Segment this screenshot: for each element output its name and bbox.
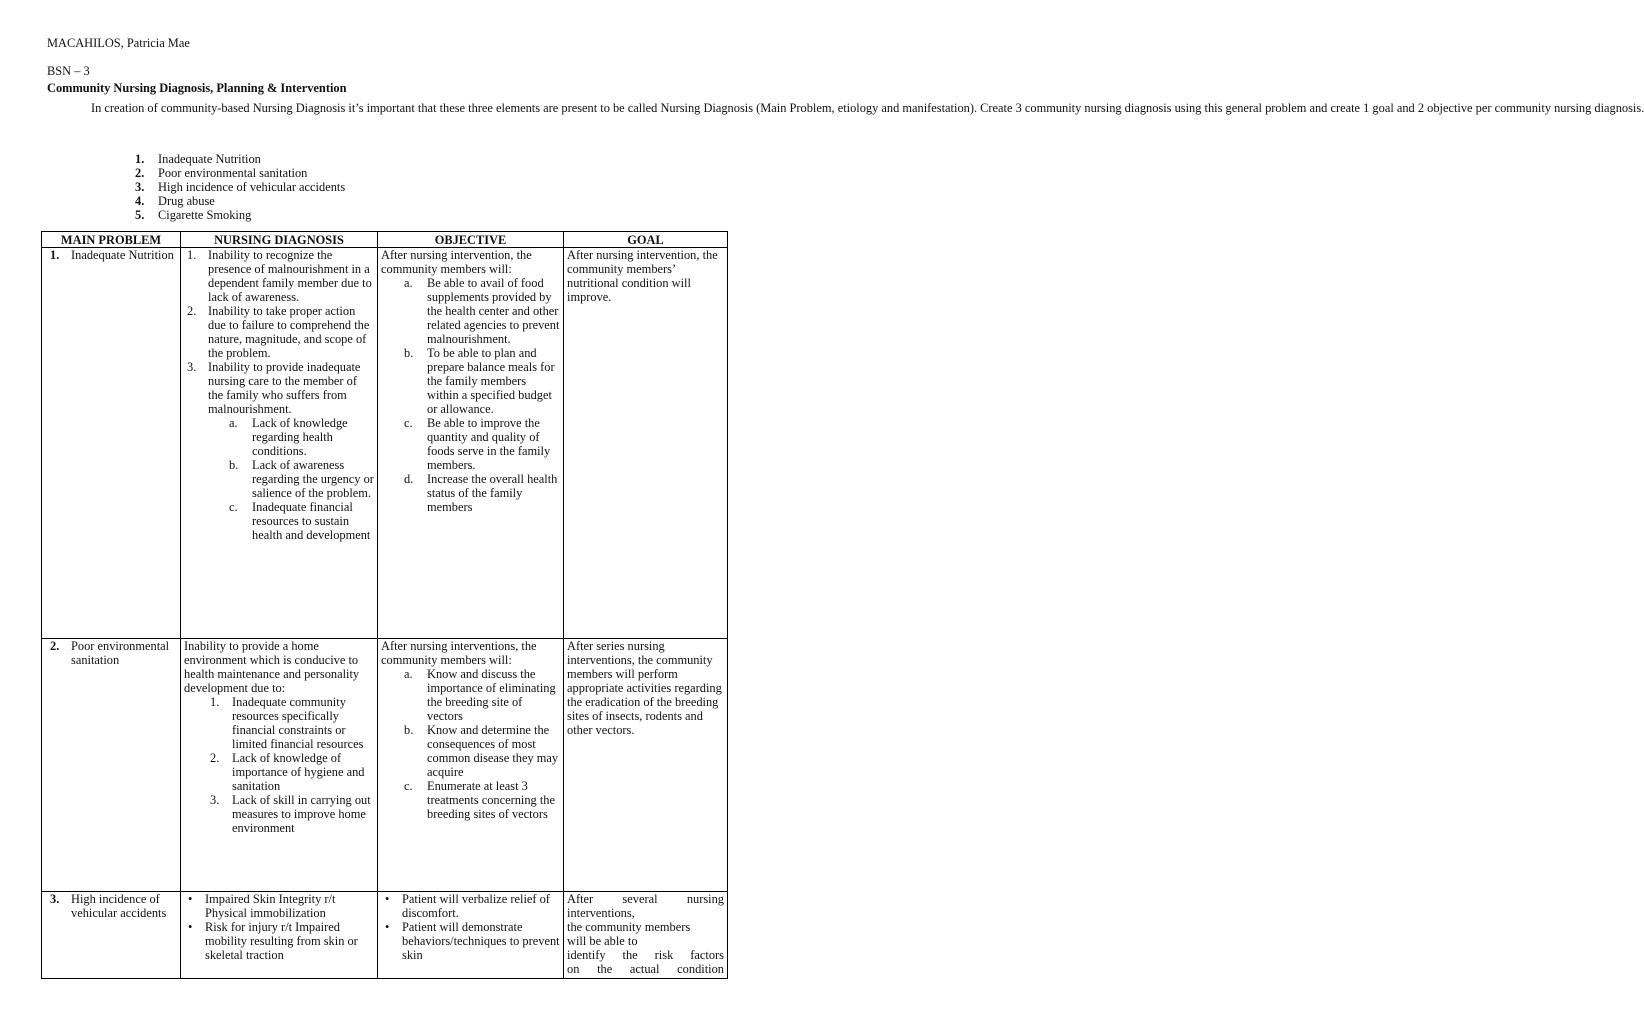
table-header-row [42,232,728,248]
list-item: 2. Inability to take proper action due to failure to comprehend the nature, magnitude, and scope of the problem. [187,304,370,360]
main-problem-cell: 1. Inadequate Nutrition [42,248,181,639]
problem-list-item: 5. Cigarette Smoking [135,208,252,222]
list-item: b. To be able to plan and prepare balance meals for the family members within a specified budget or allowance. [404,346,555,416]
table-row [42,248,728,639]
list-item: c. Be able to improve the quantity and quality of foods serve in the family members. [404,416,551,472]
nursing-diagnosis-table [41,231,728,979]
goal-cell: After series nursing interventions, the community members will perform appropriate activities regarding the eradication of the breeding sites of insects, rodents and other vectors. [564,639,728,892]
objective-list [381,892,560,962]
list-item: 1. Inability to recognize the presence of malnourishment in a dependent family member due to lack of awareness. [187,248,372,304]
list-item: a. Know and discuss the importance of eliminating the breeding site of vectors [404,667,556,723]
list-item: b. Lack of awareness regarding the urgency or salience of the problem. [229,458,374,500]
diagnosis-list [184,248,374,416]
objective-cell [378,892,564,979]
table-row [42,639,728,892]
list-item: 2. Lack of knowledge of importance of hygiene and sanitation [210,751,365,793]
main-problem-cell: 3. High incidence of vehicular accidents [42,892,181,979]
list-item: a. Lack of knowledge regarding health conditions. [229,416,348,458]
list-item: c. Enumerate at least 3 treatments concerning the breeding sites of vectors [404,779,555,821]
goal-cell: After nursing intervention, the community members’ nutritional condition will improve. [564,248,728,639]
course-label: BSN – 3 [47,64,90,78]
problem-list [47,152,345,222]
list-item: b. Know and determine the consequences of most common disease they may acquire [404,723,559,779]
nursing-diagnosis-cell [181,892,378,979]
header-nursing-diagnosis: NURSING DIAGNOSIS [181,232,378,248]
nursing-diagnosis-cell [181,248,378,639]
header-goal: GOAL [564,232,728,248]
table-row [42,892,728,979]
list-item: • Patient will verbalize relief of discomfort. [385,892,550,920]
objective-cell: After nursing intervention, the community members will: a. Be able to avail of food supplements provided by the health center and other related agencies to prevent malnourishment. b. To be able to plan and prepare balance meals for the family members within a specified budget or allowance. c. Be able to improve the quantity and quality of foods serve in the family members. d. Increase the overall health status of the family members [378,248,564,639]
student-name: MACAHILOS, Patricia Mae [47,36,190,50]
objective-list [381,667,560,821]
diagnosis-sub-list [184,695,374,835]
problem-list-item: 2. Poor environmental sanitation [135,166,308,180]
list-item: • Risk for injury r/t Impaired mobility resulting from skin or skeletal traction [188,920,358,962]
problem-list-item: 4. Drug abuse [135,194,215,208]
diagnosis-sub-list [184,416,374,542]
list-item: 3. Inability to provide inadequate nursing care to the member of the family who suffers from malnourishment. [187,360,361,416]
main-problem-cell: 2. Poor environmental sanitation [42,639,181,892]
list-item: 1. Inadequate community resources specifically financial constraints or limited financial resources [210,695,364,751]
list-item: c. Inadequate financial resources to sustain health and development [229,500,371,542]
list-item: • Patient will demonstrate behaviors/techniques to prevent skin [385,920,560,962]
header-objective: OBJECTIVE [378,232,564,248]
header-main-problem: MAIN PROBLEM [42,232,181,248]
problem-list-item: 3. High incidence of vehicular accidents [135,180,346,194]
objective-list [381,276,560,514]
document-title: Community Nursing Diagnosis, Planning & Intervention [47,81,347,95]
intro-paragraph: In creation of community-based Nursing Diagnosis it’s important that these three elements are present to be called Nursing Diagnosis (Main Problem, etiology and manifestation). Create 3 community nursing diagnosis using this general problem and create 1 goal and 2 objective per community nursing diagnosis. [91,101,1644,115]
list-item: 3. Lack of skill in carrying out measures to improve home environment [210,793,371,835]
problem-list-item: 1. Inadequate Nutrition [135,152,261,166]
nursing-diagnosis-cell: Inability to provide a home environment which is conducive to health maintenance and personality development due to: 1. Inadequate community resources specifically financial constraints or limited financial resources 2. Lack of knowledge of importance of hygiene and sanitation 3. Lack of skill in carrying out measures to improve home environment [181,639,378,892]
diagnosis-list [184,892,374,962]
objective-cell: After nursing interventions, the community members will: a. Know and discuss the importance of eliminating the breeding site of vectors b. Know and determine the consequences of most common disease they may acquire c. Enumerate at least 3 treatments concerning the breeding sites of vectors [378,639,564,892]
list-item: a. Be able to avail of food supplements provided by the health center and other related agencies to prevent malnourishment. [404,276,560,346]
list-item: • Impaired Skin Integrity r/t Physical immobilization [188,892,336,920]
goal-cell: After several nursing interventions, the community members will be able to identify the risk factors on the actual condition [564,892,728,979]
list-item: d. Increase the overall health status of the family members [404,472,558,514]
